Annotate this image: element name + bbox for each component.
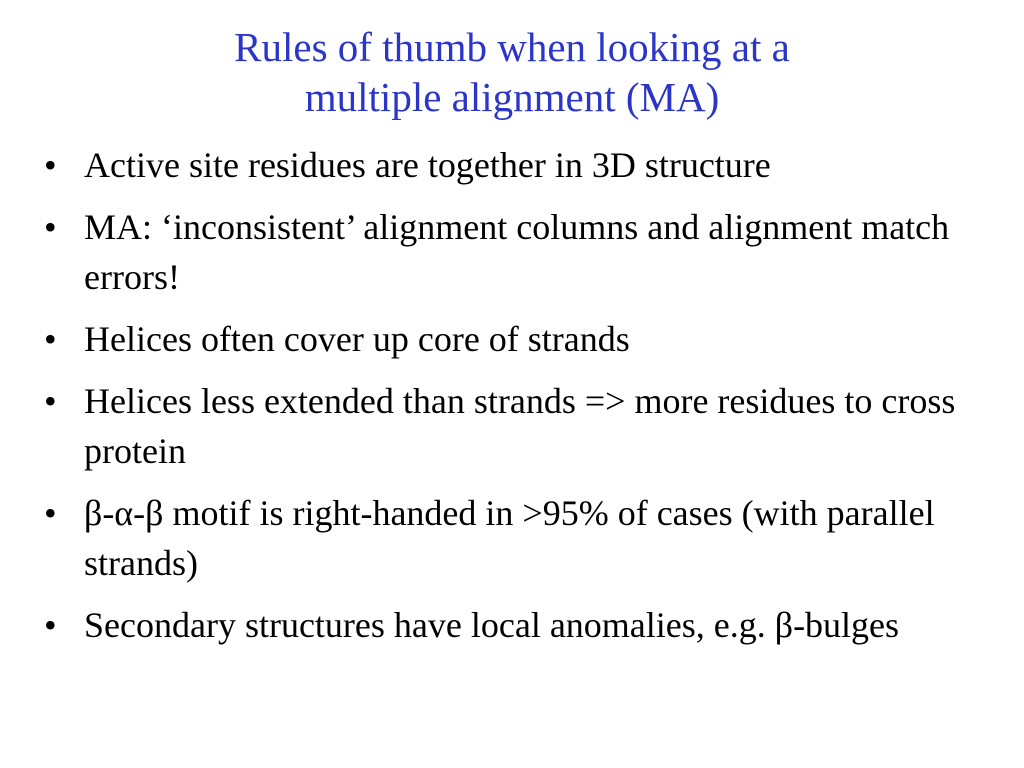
bullet-item-bab-motif: [42, 488, 1002, 588]
bullet-point-icon: •: [44, 493, 57, 533]
slide-title: [0, 22, 1024, 122]
bullet-text: Secondary structures have local anomalies, e.g. β-bulges: [84, 605, 900, 645]
bullet-item-helices-extended: [42, 376, 1002, 476]
bullet-item-helices-cover: [42, 314, 1002, 364]
bullet-text: β-α-β motif is right-handed in >95% of cases (with parallel strands): [84, 493, 935, 583]
bullet-item-active-site: [42, 140, 1002, 190]
bullet-text: Helices less extended than strands => more residues to cross protein: [84, 381, 956, 471]
bullet-list: [42, 140, 1002, 662]
bullet-item-local-anomalies: [42, 600, 1002, 650]
slide-title-line-1: Rules of thumb when looking at a: [234, 24, 790, 70]
bullet-point-icon: •: [44, 207, 57, 247]
bullet-point-icon: •: [44, 381, 57, 421]
bullet-point-icon: •: [44, 145, 57, 185]
bullet-point-icon: •: [44, 319, 57, 359]
bullet-item-ma-errors: [42, 202, 1002, 302]
slide-title-line-2: multiple alignment (MA): [304, 74, 720, 120]
bullet-text: MA: ‘inconsistent’ alignment columns and alignment match errors!: [84, 207, 950, 297]
bullet-point-icon: •: [44, 605, 57, 645]
bullet-text: Helices often cover up core of strands: [84, 319, 630, 359]
bullet-text: Active site residues are together in 3D structure: [84, 145, 771, 185]
